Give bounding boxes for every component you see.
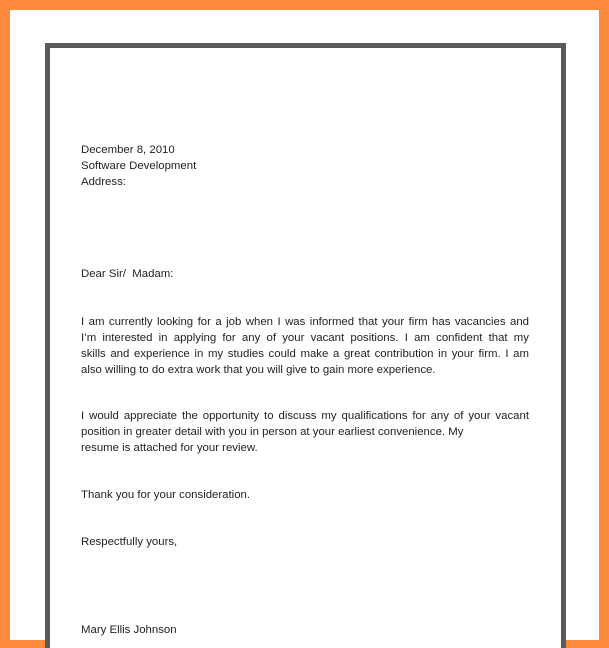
paragraph-line: I’m interested in applying for any of your vacant positions. I am confident that my xyxy=(81,332,529,344)
letter-thanks: Thank you for your consideration. xyxy=(81,489,251,501)
paragraph-line: resume is attached for your review. xyxy=(81,442,258,454)
letter-date: December 8, 2010 xyxy=(81,144,175,156)
letter-signature: Mary Ellis Johnson xyxy=(81,624,177,636)
paragraph-line: I am currently looking for a job when I was informed that your firm has vacancies and xyxy=(81,316,529,328)
letter-address-label: Address: xyxy=(81,176,126,188)
paragraph-line: skills and experience in my studies could make a great contribution in your firm. I am xyxy=(81,348,529,360)
paragraph-line: position in greater detail with you in person at your earliest convenience. My xyxy=(81,426,464,438)
paragraph-line: I would appreciate the opportunity to discuss my qualifications for any of your vacant xyxy=(81,410,529,422)
letter-paragraph-1 xyxy=(81,314,529,378)
letter-recipient: Software Development xyxy=(81,160,197,172)
letter-page xyxy=(45,43,566,648)
letter-paragraph-2 xyxy=(81,408,529,456)
paragraph-line: also willing to do extra work that you will give to gain more experience. xyxy=(81,364,436,376)
letter-closing: Respectfully yours, xyxy=(81,536,178,548)
letter-salutation: Dear Sir/ Madam: xyxy=(81,268,174,280)
